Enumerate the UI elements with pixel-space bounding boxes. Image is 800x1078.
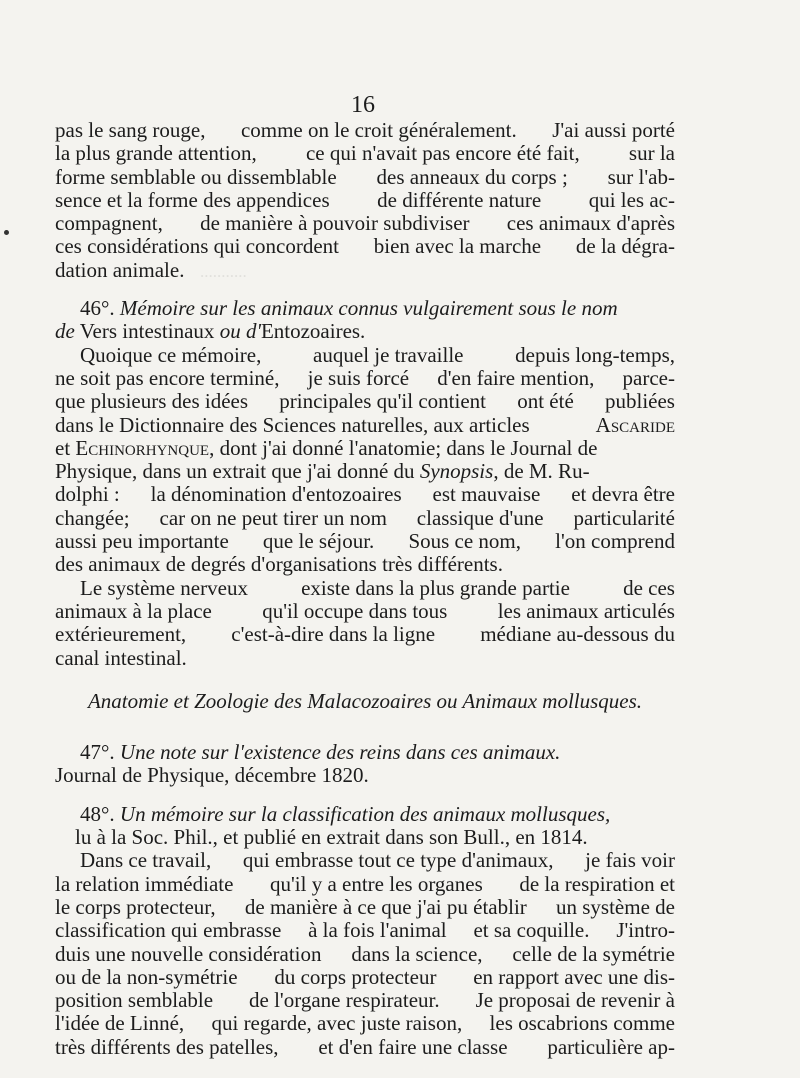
memoir-46-title-cont: de Vers intestinaux ou d' Entozoaires.: [55, 319, 366, 344]
text-line: que plusieurs des idées principales qu'il contient ont été publiées: [55, 389, 675, 414]
text-line: la relation immédiate qu'il y a entre les organes de la respiration et: [55, 871, 675, 896]
text-line: très différents des patelles, et d'en faire une classe particulière ap-: [55, 1034, 675, 1059]
text-line: changée; car on ne peut tirer un nom classique d'une particularité: [55, 505, 675, 530]
text-line: le corps protecteur, de manière à ce que j'ai pu établir un système de: [55, 894, 675, 919]
text-line: forme semblable ou dissemblable des anneaux du corps ; sur l'ab-: [55, 164, 675, 189]
memoir-46-title: 46°. Mémoire sur les animaux connus vulgairement sous le nom: [80, 296, 618, 321]
text-line: sence et la forme des appendices de différente nature qui les ac-: [55, 187, 675, 212]
memoir-47-title: 47°. Une note sur l'existence des reins dans ces animaux.: [80, 740, 561, 765]
text-line: pas le sang rouge, comme on le croit généralement. J'ai aussi porté: [55, 118, 675, 142]
text-line: duis une nouvelle considération dans la science, celle de la symétrie: [55, 941, 675, 966]
text-line: extérieurement, c'est-à-dire dans la ligne médiane au-dessous du: [55, 622, 675, 647]
text-line: Quoique ce mémoire, auquel je travaille depuis long-temps,: [80, 342, 675, 367]
text-line: dation animale.: [55, 257, 185, 282]
text-line: compagnent, de manière à pouvoir subdiviser ces animaux d'après: [55, 211, 675, 236]
margin-dot: [4, 230, 9, 235]
text-line: aussi peu importante que le séjour. Sous ce nom, l'on comprend: [55, 529, 675, 554]
text-line: animaux à la place qu'il occupe dans tous les animaux articulés: [55, 598, 675, 623]
text-line: Le système nerveux existe dans la plus grande partie de ces: [80, 575, 675, 600]
text-line: des animaux de degrés d'organisations très différents.: [55, 552, 503, 577]
show-through-text: ...........: [200, 262, 247, 281]
text-line: ou de la non-symétrie du corps protecteur en rapport avec une dis-: [55, 964, 675, 989]
text-line: dans le Dictionnaire des Sciences naturelles, aux articles Ascaride: [55, 412, 675, 437]
page-number: 16: [351, 92, 375, 118]
text-line: l'idée de Linné, qui regarde, avec juste raison, les oscabrions comme: [55, 1011, 675, 1036]
memoir-48-ref: lu à la Soc. Phil., et publié en extrait dans son Bull., en 1814.: [75, 825, 588, 850]
text-line: ces considérations qui concordent bien avec la marche de la dégra-: [55, 234, 675, 259]
section-heading: Anatomie et Zoologie des Malacozoaires ou Animaux mollusques.: [87, 688, 643, 713]
text-line: et Echinorhynque, dont j'ai donné l'anatomie; dans le Journal de: [55, 435, 598, 460]
text-line: canal intestinal.: [55, 645, 187, 670]
text-line: Dans ce travail, qui embrasse tout ce type d'animaux, je fais voir: [80, 848, 675, 873]
memoir-48-title: 48°. Un mémoire sur la classification des animaux mollusques,: [80, 801, 611, 826]
body-text: [55, 119, 675, 1059]
memoir-47-ref: Journal de Physique, décembre 1820.: [55, 763, 369, 788]
text-line: Physique, dans un extrait que j'ai donné du Synopsis, de M. Ru-: [55, 459, 590, 484]
text-line: position semblable de l'organe respirateur. Je proposai de revenir à: [55, 988, 675, 1013]
text-line: la plus grande attention, ce qui n'avait pas encore été fait, sur la: [55, 141, 675, 166]
text-line: dolphi : la dénomination d'entozoaires est mauvaise et devra être: [55, 482, 675, 507]
text-line: classification qui embrasse à la fois l'animal et sa coquille. J'intro-: [55, 918, 675, 943]
text-line: ne soit pas encore terminé, je suis forcé d'en faire mention, parce-: [55, 365, 675, 390]
